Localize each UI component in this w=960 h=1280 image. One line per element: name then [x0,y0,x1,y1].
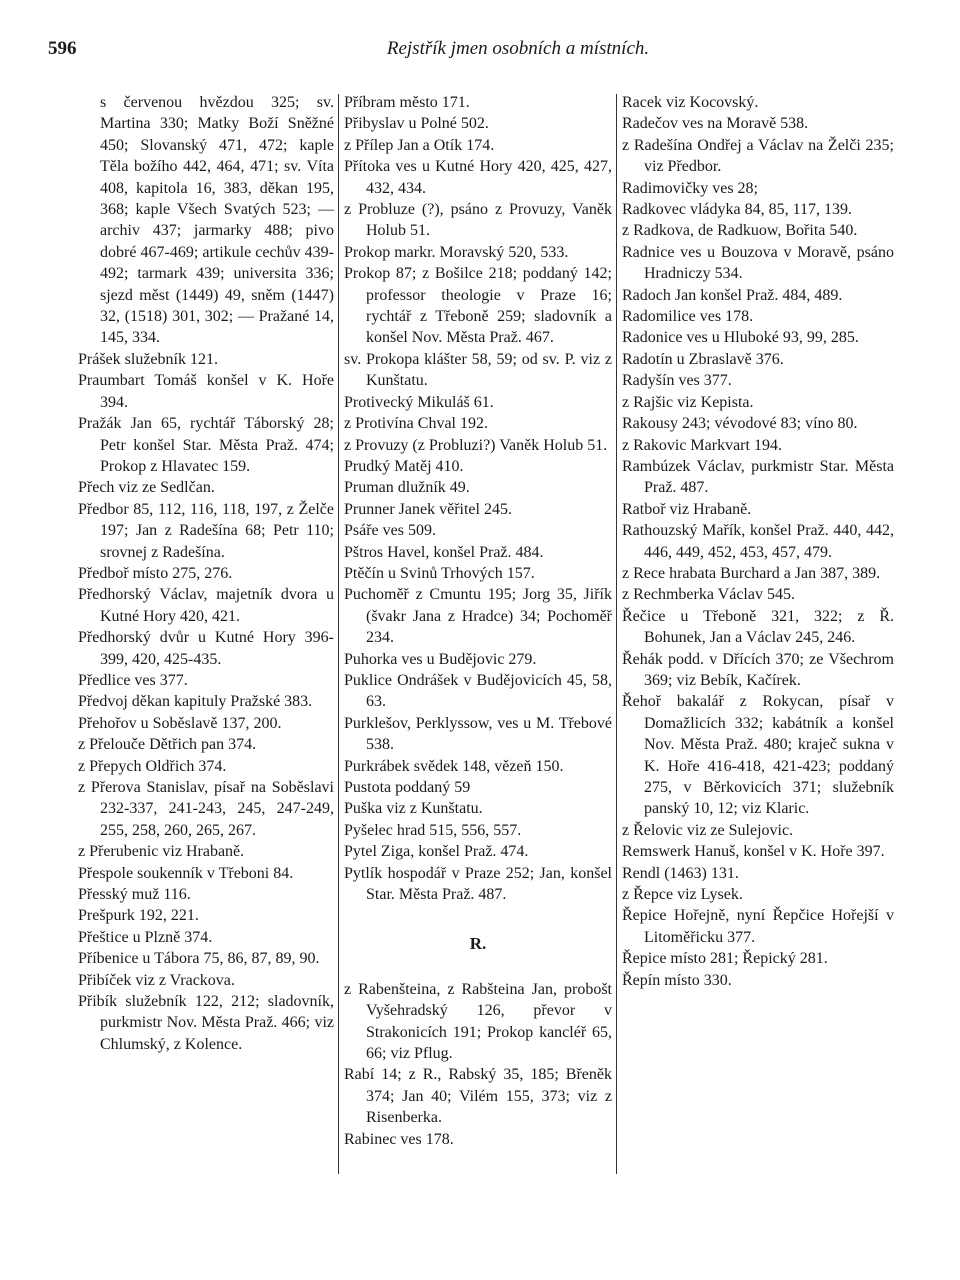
index-column-2 [344,92,612,1150]
index-entry: z Přerubenic viz Hrabaně. [78,843,245,861]
index-entry: Radkovec vládyka 84, 85, 117, 139. [622,201,853,219]
index-entry: Prunner Janek věřitel 245. [344,500,512,518]
index-entry: Příbram město 171. [344,94,470,111]
column-divider [338,94,339,1174]
index-entry: Purkrábek svědek 148, vězeň 150. [344,757,564,775]
index-entry: Radnice ves u Bouzova v Moravě, psáno Hradniczy 534. [622,243,894,283]
index-entry: Pštros Havel, konšel Praž. 484. [344,543,544,561]
index-entry: Remswerk Hanuš, konšel v K. Hoře 397. [622,843,885,861]
index-entry: z Probluze (?), psáno z Provuzy, Vaněk Holub 51. [344,201,612,240]
index-entry: Radečov ves na Moravě 538. [622,115,809,133]
index-entry: Pytel Ziga, konšel Praž. 474. [344,843,529,861]
index-entry: Rendl (1463) 131. [622,864,739,882]
page-header [48,38,918,68]
index-entry: z Rajšic viz Kepista. [622,393,754,411]
index-entry: Řehoř bakalář z Rokycan, písař v Domažlicích 332; kabátník a konšel Nov. Města Praž. 480; kraječ sukna v K. Hoře 416-418, 421-423; poddaný 275, v Běrkovicích 371; služebník panský 10, 12; viz Klaric. [622,693,894,818]
index-entry: Racek viz Kocovský. [622,94,759,111]
index-entry: Přeštice u Plzně 374. [78,928,213,946]
index-entry: Předbor 85, 112, 116, 118, 197, z Želče 197; Jan z Radešína 68; Petr 110; srovnej z Radešína. [78,500,334,561]
index-entry: Rathouzský Mařík, konšel Praž. 440, 442, 446, 449, 452, 453, 457, 479. [622,522,894,561]
index-entry: Předvoj děkan kapituly Pražské 383. [78,693,313,711]
section-heading-r: R. [469,934,487,954]
index-entry: z Rece hrabata Burchard a Jan 387, 389. [622,564,881,582]
index-entry: Řečice u Třeboně 321, 322; z Ř. Bohunek, Jan a Václav 245, 246. [622,607,894,647]
index-entry: Pytlík hospodář v Praze 252; Jan, konšel Star. Města Praž. 487. [344,864,612,904]
index-entry: Psáře ves 509. [344,522,436,540]
index-entry: Prešpurk 192, 221. [78,907,199,925]
index-entry: Ratboř viz Hrabaně. [622,500,752,518]
index-entry: Přespole soukenník v Třeboni 84. [78,864,294,882]
index-entry: z Řelovic viz ze Sulejovic. [622,821,794,839]
index-entry: Rabí 14; z R., Rabský 35, 185; Břeněk 374; Jan 40; Vilém 155, 373; viz z Risenberka. [344,1066,612,1127]
index-entry: Předlice ves 377. [78,671,188,689]
index-entry: z Přepych Oldřich 374. [78,757,227,775]
index-entry: Přibyslav u Polné 502. [344,115,489,133]
index-column-1 [78,92,334,1055]
index-column-3 [622,92,894,991]
index-entry: z Rechmberka Václav 545. [622,586,795,604]
index-entry: Rambúzek Václav, purkmistr Star. Města Praž. 487. [622,457,894,497]
index-entry: z Rabenšteina, z Rabšteina Jan, probošt Vyšehradský 126, převor v Strakonicích 191; Prokop kancléř 65, 66; viz Pflug. [344,980,612,1063]
index-entry: Přech viz ze Sedlčan. [78,479,215,497]
index-entry: Přibíček viz z Vrackova. [78,971,235,989]
index-entry: Příbenice u Tábora 75, 86, 87, 89, 90. [78,950,320,968]
index-entry: Radonice ves u Hluboké 93, 99, 285. [622,329,859,347]
index-entry: Radimovičky ves 28; [622,179,758,197]
index-entry: z Přerova Stanislav, písař na Soběslavi 232-337, 241-243, 245, 247-249, 255, 258, 260, 265, 267. [78,779,334,839]
index-entry: Předhorský Václav, majetník dvora u Kutné Hory 420, 421. [78,586,334,625]
index-entry: Prokop markr. Moravský 520, 533. [344,243,569,261]
index-entry: Přehořov u Soběslavě 137, 200. [78,714,282,732]
index-entry: Purklešov, Perklyssow, ves u M. Třebové 538. [344,714,612,754]
index-entry: Protivecký Mikuláš 61. [344,393,494,411]
index-entry: Praumbart Tomáš konšel v K. Hoře 394. [78,372,334,411]
index-entry: Řepice Hořejně, nyní Řepčice Hořejší v Litoměřicku 377. [622,907,894,946]
index-entry: Radomilice ves 178. [622,308,754,326]
index-entry: sv. Prokopa klášter 58, 59; od sv. P. viz z Kunštatu. [344,350,612,390]
index-entry: s červenou hvězdou 325; sv. Martina 330; Matky Boží Sněžné 450; Slovanský 471, 472; kaple Těla božího 442, 464, 471; sv. Víta 408, kapitola 16, 383, děkan 195, 368; kaple Všech Svatých 523; — archiv 437; jarmarky 488; pivo dobré 467-469; artikule cechův 439-492; tarmark 439; universita 336; sjezd měst (1449) 49, sněm (1447) 32, (1518) 301, 302; — Pražané 14, 145, 334. [100,94,334,347]
index-entry: z Radešína Ondřej a Václav na Želči 235; viz Předbor. [622,136,894,176]
index-entry: z Radkova, de Radkuow, Bořita 540. [622,222,858,240]
index-entry: Pražák Jan 65, rychtář Táborský 28; Petr konšel Star. Města Praž. 474; Prokop z Hlavatec 159. [78,415,334,475]
index-entry: Puška viz z Kunštatu. [344,800,483,818]
index-entry: Prudký Matěj 410. [344,457,464,475]
index-entry: Řepice místo 281; Řepický 281. [622,950,828,968]
index-entry: Pyšelec hrad 515, 556, 557. [344,821,522,839]
index-entry: Prokop 87; z Bošilce 218; poddaný 142; professor theologie v Praze 16; rychtář z Třeboně 259; sladovník a konšel Nov. Města Praž. 467. [344,265,612,347]
index-entry: Předhorský dvůr u Kutné Hory 396-399, 420, 425-435. [78,629,334,668]
index-entry: Radotín u Zbraslavě 376. [622,350,784,368]
index-entry: Přesský muž 116. [78,886,191,904]
index-entry: Puchoměř z Cmuntu 195; Jorg 35, Jiřík (švakr Jana z Hradce) 34; Pochoměř 234. [344,586,612,647]
index-entry: z Přelouče Dětřich pan 374. [78,736,257,754]
index-entry: z Provuzy (z Probluzi?) Vaněk Holub 51. [344,436,608,454]
index-entry: z Protivína Chval 192. [344,415,488,433]
index-entry: Pruman dlužník 49. [344,479,470,497]
running-title: Rejstřík jmen osobních a místních. [386,38,650,59]
index-entry: Puhorka ves u Budějovic 279. [344,650,537,668]
index-entry: Puklice Ondrášek v Budějovicích 45, 58, 63. [344,671,612,711]
index-entry: Řehák podd. v Dřících 370; ze Všechrom 369; viz Bebík, Kačírek. [622,650,894,689]
index-entry: Předboř místo 275, 276. [78,564,233,582]
index-entry: Řepín místo 330. [622,971,732,989]
column-divider [616,94,617,1174]
page-number: 596 [48,38,77,59]
index-entry: Prášek služebník 121. [78,350,218,368]
index-entry: z Přílep Jan a Otík 174. [344,136,495,154]
index-entry: Radyšín ves 377. [622,372,732,390]
index-entry: Rakousy 243; vévodové 83; víno 80. [622,415,858,433]
index-entry: Radoch Jan konšel Praž. 484, 489. [622,286,843,304]
index-entry: z Řepce viz Lysek. [622,886,743,904]
index-entry: Pustota poddaný 59 [344,779,471,796]
index-entry: z Rakovic Markvart 194. [622,436,782,454]
index-entry: Rabinec ves 178. [344,1130,454,1148]
index-entry: Přibík služebník 122, 212; sladovník, purkmistr Nov. Města Praž. 466; viz Chlumský, z Kolence. [78,993,334,1053]
index-entry: Přítoka ves u Kutné Hory 420, 425, 427, 432, 434. [344,158,612,197]
index-entry: Ptěčín u Svinů Trhových 157. [344,564,535,582]
